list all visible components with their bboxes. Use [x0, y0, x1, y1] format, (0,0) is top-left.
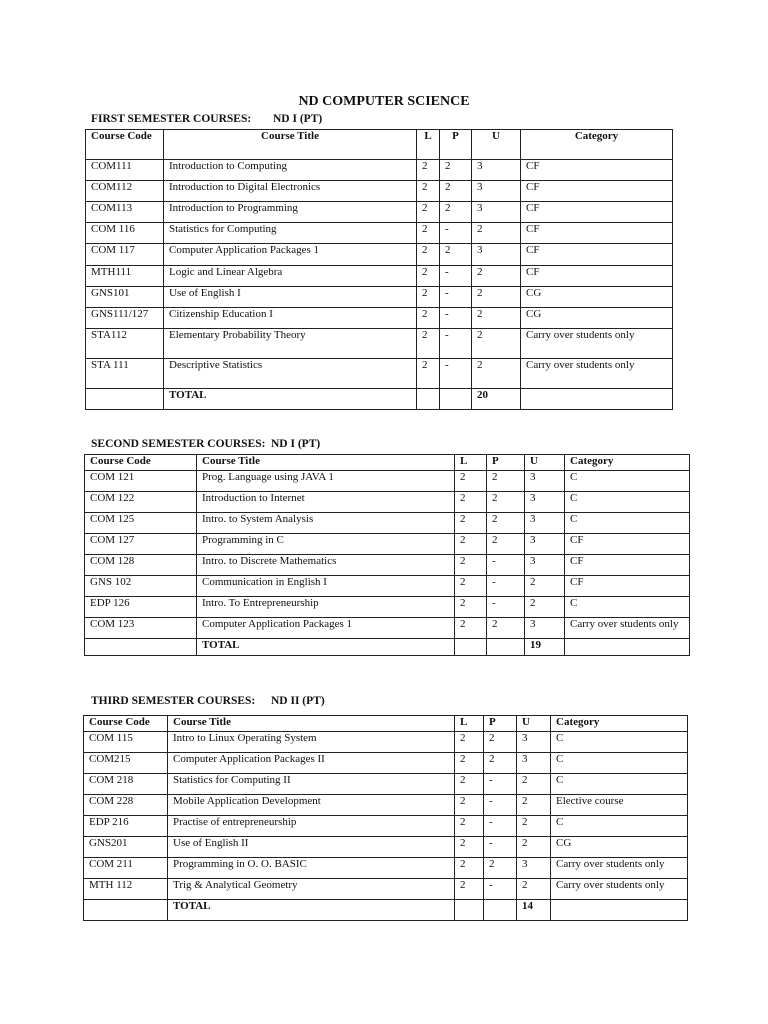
- course-code-cell: STA 111: [86, 359, 164, 389]
- course-title-cell: Citizenship Education I: [164, 308, 417, 329]
- units-cell: 3: [525, 471, 565, 492]
- lecture-hours-cell: 2: [455, 879, 484, 900]
- category-cell: CF: [565, 534, 690, 555]
- course-row: [84, 879, 688, 900]
- units-cell: 3: [525, 534, 565, 555]
- units-cell: 2: [472, 329, 521, 359]
- practical-hours-cell: 2: [487, 513, 525, 534]
- course-code-cell: COM 125: [85, 513, 197, 534]
- semester-level: ND I (PT): [271, 438, 321, 450]
- total-row: [85, 639, 690, 656]
- total-empty-cell: [455, 900, 484, 921]
- semester-heading-2: [91, 438, 320, 450]
- lecture-hours-cell: 2: [417, 266, 440, 287]
- lecture-hours-cell: 2: [417, 287, 440, 308]
- course-row: [84, 774, 688, 795]
- category-cell: CF: [521, 223, 673, 244]
- practical-hours-cell: -: [487, 597, 525, 618]
- lecture-hours-cell: 2: [455, 816, 484, 837]
- lecture-hours-cell: 2: [455, 618, 487, 639]
- units-cell: 2: [517, 774, 551, 795]
- semester-level: ND I (PT): [273, 113, 323, 125]
- course-title-cell: Communication in English I: [197, 576, 455, 597]
- header-course-code: Course Code: [85, 455, 197, 471]
- header-course-code: Course Code: [86, 130, 164, 160]
- practical-hours-cell: -: [484, 879, 517, 900]
- category-cell: CG: [551, 837, 688, 858]
- course-title-cell: Statistics for Computing II: [168, 774, 455, 795]
- course-title-cell: Logic and Linear Algebra: [164, 266, 417, 287]
- header-u: U: [525, 455, 565, 471]
- total-empty-cell: [84, 900, 168, 921]
- course-row: [86, 202, 673, 223]
- course-code-cell: COM112: [86, 181, 164, 202]
- header-course-title: Course Title: [168, 716, 455, 732]
- total-empty-cell: [455, 639, 487, 656]
- total-row: [84, 900, 688, 921]
- practical-hours-cell: 2: [440, 181, 472, 202]
- course-code-cell: GNS 102: [85, 576, 197, 597]
- course-table-semester-3: [83, 715, 688, 921]
- total-row: [86, 389, 673, 410]
- category-cell: CF: [565, 576, 690, 597]
- units-cell: 2: [525, 597, 565, 618]
- lecture-hours-cell: 2: [455, 795, 484, 816]
- lecture-hours-cell: 2: [455, 513, 487, 534]
- course-row: [85, 471, 690, 492]
- header-l: L: [417, 130, 440, 160]
- semester-heading-1: [91, 113, 322, 125]
- document-title: ND COMPUTER SCIENCE: [298, 94, 470, 109]
- course-row: [85, 492, 690, 513]
- header-p: P: [440, 130, 472, 160]
- course-title-cell: Introduction to Digital Electronics: [164, 181, 417, 202]
- category-cell: Carry over students only: [551, 858, 688, 879]
- category-cell: CF: [521, 160, 673, 181]
- practical-hours-cell: -: [440, 359, 472, 389]
- table-header-row: [86, 130, 673, 160]
- practical-hours-cell: 2: [487, 471, 525, 492]
- course-title-cell: Prog. Language using JAVA 1: [197, 471, 455, 492]
- course-code-cell: COM 121: [85, 471, 197, 492]
- course-row: [86, 359, 673, 389]
- course-row: [84, 816, 688, 837]
- practical-hours-cell: 2: [487, 492, 525, 513]
- lecture-hours-cell: 2: [455, 858, 484, 879]
- practical-hours-cell: 2: [487, 534, 525, 555]
- category-cell: C: [551, 753, 688, 774]
- lecture-hours-cell: 2: [417, 308, 440, 329]
- course-title-cell: Trig & Analytical Geometry: [168, 879, 455, 900]
- course-code-cell: MTH 112: [84, 879, 168, 900]
- practical-hours-cell: 2: [484, 858, 517, 879]
- course-title-cell: Intro. to System Analysis: [197, 513, 455, 534]
- header-p: P: [484, 716, 517, 732]
- lecture-hours-cell: 2: [455, 753, 484, 774]
- header-category: Category: [521, 130, 673, 160]
- course-title-cell: Computer Application Packages 1: [197, 618, 455, 639]
- table-header-row: [85, 455, 690, 471]
- course-row: [84, 732, 688, 753]
- category-cell: C: [551, 732, 688, 753]
- table-header-row: [84, 716, 688, 732]
- practical-hours-cell: -: [484, 774, 517, 795]
- practical-hours-cell: -: [440, 266, 472, 287]
- course-row: [85, 513, 690, 534]
- lecture-hours-cell: 2: [455, 534, 487, 555]
- units-cell: 2: [517, 837, 551, 858]
- course-title-cell: Intro to Linux Operating System: [168, 732, 455, 753]
- course-row: [85, 555, 690, 576]
- lecture-hours-cell: 2: [417, 160, 440, 181]
- course-code-cell: COM 122: [85, 492, 197, 513]
- category-cell: CF: [565, 555, 690, 576]
- category-cell: Carry over students only: [565, 618, 690, 639]
- category-cell: Carry over students only: [521, 359, 673, 389]
- practical-hours-cell: 2: [487, 618, 525, 639]
- course-code-cell: COM 228: [84, 795, 168, 816]
- course-code-cell: COM 123: [85, 618, 197, 639]
- practical-hours-cell: 2: [440, 160, 472, 181]
- course-row: [86, 308, 673, 329]
- semester-label: THIRD SEMESTER COURSES:: [91, 695, 256, 707]
- units-cell: 3: [517, 753, 551, 774]
- course-row: [85, 597, 690, 618]
- course-code-cell: COM113: [86, 202, 164, 223]
- course-title-cell: Use of English I: [164, 287, 417, 308]
- units-cell: 3: [525, 513, 565, 534]
- units-cell: 2: [517, 816, 551, 837]
- category-cell: Elective course: [551, 795, 688, 816]
- category-cell: Carry over students only: [521, 329, 673, 359]
- course-title-cell: Practise of entrepreneurship: [168, 816, 455, 837]
- course-row: [86, 244, 673, 266]
- header-l: L: [455, 455, 487, 471]
- course-row: [84, 753, 688, 774]
- header-category: Category: [551, 716, 688, 732]
- total-empty-cell: [521, 389, 673, 410]
- units-cell: 2: [472, 308, 521, 329]
- units-cell: 2: [472, 223, 521, 244]
- semester-level: ND II (PT): [271, 695, 325, 707]
- units-cell: 3: [517, 858, 551, 879]
- practical-hours-cell: -: [440, 287, 472, 308]
- practical-hours-cell: 2: [484, 732, 517, 753]
- lecture-hours-cell: 2: [455, 837, 484, 858]
- course-title-cell: Introduction to Programming: [164, 202, 417, 223]
- category-cell: CF: [521, 244, 673, 266]
- total-empty-cell: [86, 389, 164, 410]
- header-l: L: [455, 716, 484, 732]
- units-cell: 2: [525, 576, 565, 597]
- course-row: [84, 837, 688, 858]
- category-cell: CG: [521, 308, 673, 329]
- course-code-cell: STA112: [86, 329, 164, 359]
- course-row: [86, 223, 673, 244]
- total-empty-cell: [487, 639, 525, 656]
- course-code-cell: COM 117: [86, 244, 164, 266]
- total-units: 19: [525, 639, 565, 656]
- header-course-title: Course Title: [164, 130, 417, 160]
- course-title-cell: Descriptive Statistics: [164, 359, 417, 389]
- units-cell: 2: [472, 359, 521, 389]
- lecture-hours-cell: 2: [455, 597, 487, 618]
- course-code-cell: COM 127: [85, 534, 197, 555]
- category-cell: CF: [521, 181, 673, 202]
- course-row: [84, 858, 688, 879]
- lecture-hours-cell: 2: [455, 492, 487, 513]
- total-empty-cell: [417, 389, 440, 410]
- course-row: [86, 266, 673, 287]
- course-title-cell: Introduction to Internet: [197, 492, 455, 513]
- practical-hours-cell: -: [440, 223, 472, 244]
- practical-hours-cell: -: [440, 329, 472, 359]
- course-title-cell: Mobile Application Development: [168, 795, 455, 816]
- course-code-cell: COM 116: [86, 223, 164, 244]
- course-code-cell: COM111: [86, 160, 164, 181]
- lecture-hours-cell: 2: [455, 471, 487, 492]
- semester-heading-3: [91, 695, 325, 707]
- practical-hours-cell: -: [484, 795, 517, 816]
- course-code-cell: GNS111/127: [86, 308, 164, 329]
- lecture-hours-cell: 2: [455, 555, 487, 576]
- category-cell: C: [565, 597, 690, 618]
- total-empty-cell: [565, 639, 690, 656]
- course-row: [86, 287, 673, 308]
- course-row: [86, 329, 673, 359]
- total-label: TOTAL: [197, 639, 455, 656]
- header-course-code: Course Code: [84, 716, 168, 732]
- practical-hours-cell: -: [487, 555, 525, 576]
- category-cell: C: [551, 774, 688, 795]
- category-cell: Carry over students only: [551, 879, 688, 900]
- course-code-cell: COM 128: [85, 555, 197, 576]
- header-course-title: Course Title: [197, 455, 455, 471]
- course-title-cell: Elementary Probability Theory: [164, 329, 417, 359]
- category-cell: C: [565, 513, 690, 534]
- practical-hours-cell: 2: [440, 202, 472, 223]
- lecture-hours-cell: 2: [417, 181, 440, 202]
- course-title-cell: Programming in C: [197, 534, 455, 555]
- total-label: TOTAL: [168, 900, 455, 921]
- course-title-cell: Use of English II: [168, 837, 455, 858]
- course-row: [85, 618, 690, 639]
- total-units: 20: [472, 389, 521, 410]
- total-label: TOTAL: [164, 389, 417, 410]
- course-code-cell: COM 218: [84, 774, 168, 795]
- course-code-cell: COM215: [84, 753, 168, 774]
- units-cell: 3: [525, 555, 565, 576]
- units-cell: 2: [472, 287, 521, 308]
- practical-hours-cell: -: [484, 837, 517, 858]
- units-cell: 3: [472, 244, 521, 266]
- units-cell: 3: [525, 618, 565, 639]
- lecture-hours-cell: 2: [417, 244, 440, 266]
- course-title-cell: Intro. To Entrepreneurship: [197, 597, 455, 618]
- practical-hours-cell: -: [487, 576, 525, 597]
- units-cell: 3: [472, 181, 521, 202]
- lecture-hours-cell: 2: [455, 774, 484, 795]
- total-empty-cell: [551, 900, 688, 921]
- course-row: [85, 576, 690, 597]
- lecture-hours-cell: 2: [417, 329, 440, 359]
- course-code-cell: COM 211: [84, 858, 168, 879]
- category-cell: CF: [521, 202, 673, 223]
- units-cell: 3: [525, 492, 565, 513]
- practical-hours-cell: -: [440, 308, 472, 329]
- course-code-cell: GNS201: [84, 837, 168, 858]
- header-p: P: [487, 455, 525, 471]
- total-empty-cell: [440, 389, 472, 410]
- practical-hours-cell: -: [484, 816, 517, 837]
- practical-hours-cell: 2: [440, 244, 472, 266]
- lecture-hours-cell: 2: [417, 359, 440, 389]
- course-title-cell: Introduction to Computing: [164, 160, 417, 181]
- units-cell: 2: [517, 795, 551, 816]
- units-cell: 3: [472, 202, 521, 223]
- header-u: U: [517, 716, 551, 732]
- category-cell: C: [551, 816, 688, 837]
- course-row: [86, 160, 673, 181]
- course-table-semester-1: [85, 129, 673, 410]
- category-cell: CG: [521, 287, 673, 308]
- course-code-cell: COM 115: [84, 732, 168, 753]
- lecture-hours-cell: 2: [455, 732, 484, 753]
- course-title-cell: Computer Application Packages II: [168, 753, 455, 774]
- course-table-semester-2: [84, 454, 690, 656]
- course-title-cell: Statistics for Computing: [164, 223, 417, 244]
- lecture-hours-cell: 2: [417, 223, 440, 244]
- course-code-cell: GNS101: [86, 287, 164, 308]
- lecture-hours-cell: 2: [417, 202, 440, 223]
- course-row: [86, 181, 673, 202]
- total-empty-cell: [484, 900, 517, 921]
- course-code-cell: EDP 126: [85, 597, 197, 618]
- course-code-cell: MTH111: [86, 266, 164, 287]
- course-row: [84, 795, 688, 816]
- units-cell: 2: [517, 879, 551, 900]
- course-code-cell: EDP 216: [84, 816, 168, 837]
- practical-hours-cell: 2: [484, 753, 517, 774]
- total-units: 14: [517, 900, 551, 921]
- lecture-hours-cell: 2: [455, 576, 487, 597]
- units-cell: 3: [517, 732, 551, 753]
- semester-label: SECOND SEMESTER COURSES:: [91, 438, 266, 450]
- category-cell: C: [565, 492, 690, 513]
- header-u: U: [472, 130, 521, 160]
- course-title-cell: Intro. to Discrete Mathematics: [197, 555, 455, 576]
- course-title-cell: Computer Application Packages 1: [164, 244, 417, 266]
- category-cell: C: [565, 471, 690, 492]
- total-empty-cell: [85, 639, 197, 656]
- course-title-cell: Programming in O. O. BASIC: [168, 858, 455, 879]
- category-cell: CF: [521, 266, 673, 287]
- units-cell: 3: [472, 160, 521, 181]
- course-row: [85, 534, 690, 555]
- semester-label: FIRST SEMESTER COURSES:: [91, 113, 252, 125]
- units-cell: 2: [472, 266, 521, 287]
- header-category: Category: [565, 455, 690, 471]
